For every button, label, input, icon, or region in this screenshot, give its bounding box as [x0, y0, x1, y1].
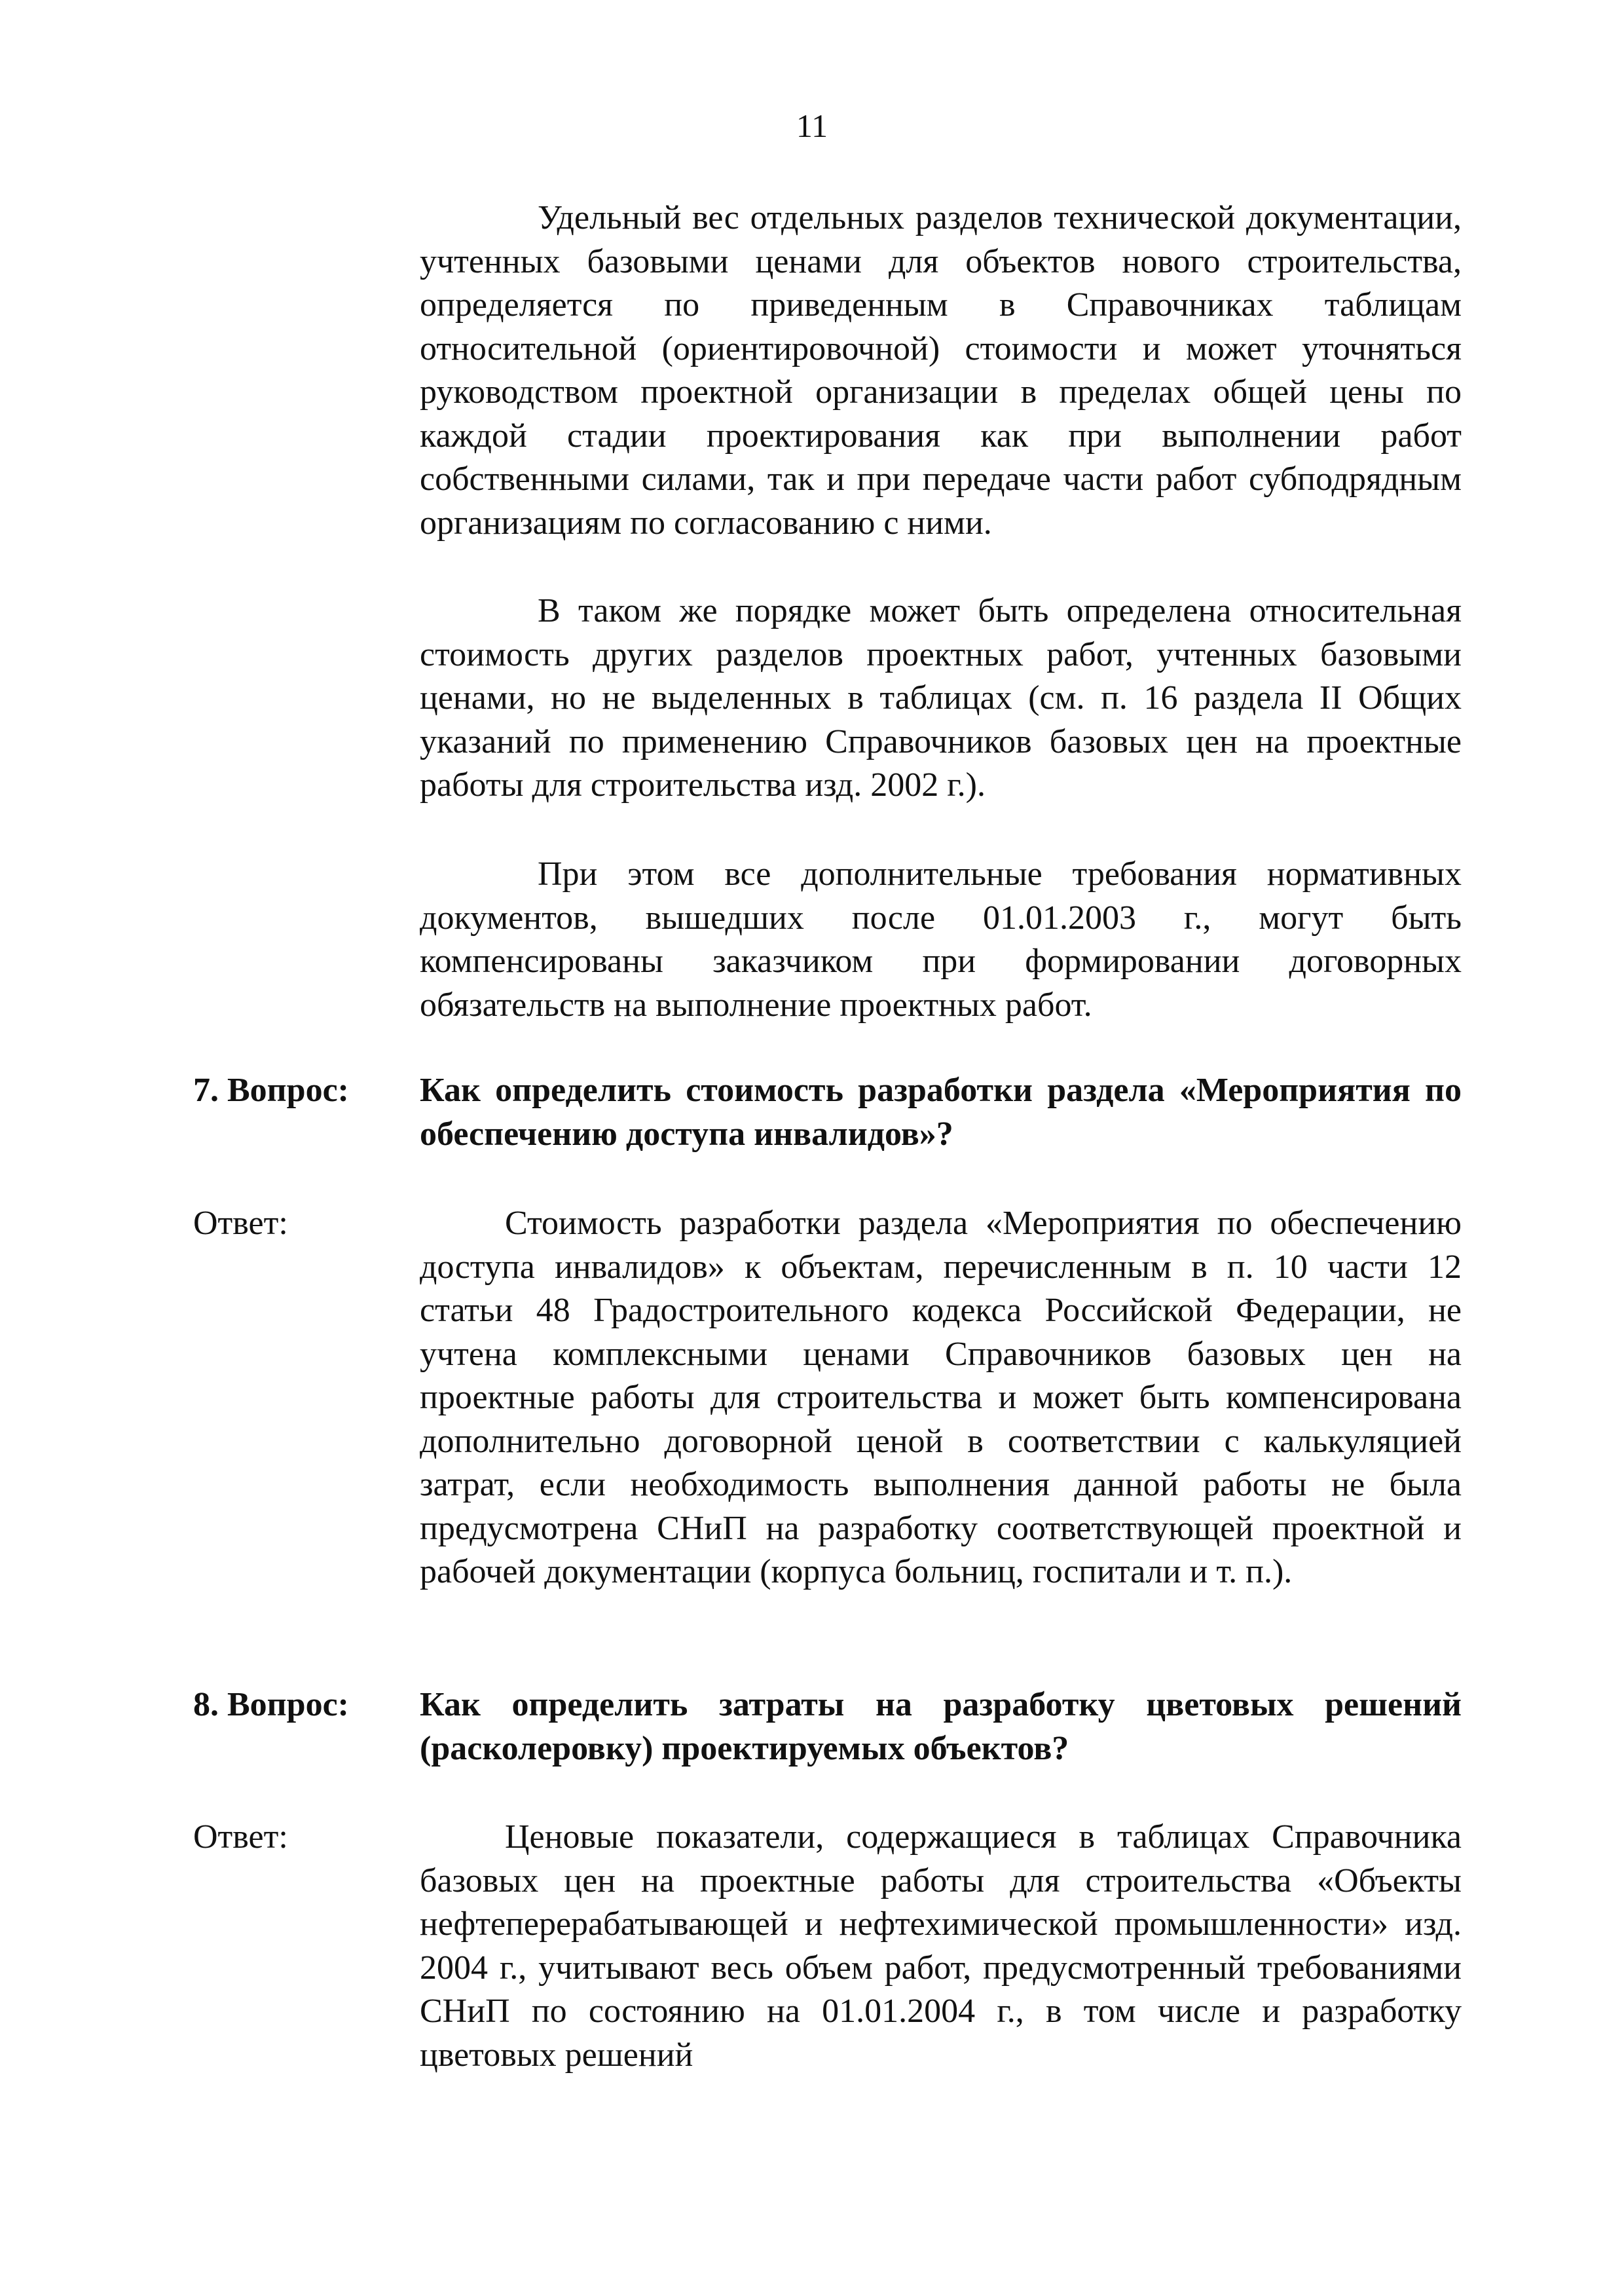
question-8-label: 8. Вопрос: — [193, 1686, 349, 1723]
intro-paragraph-3: При этом все дополнительные требования нормативных документов, вышедших после 01.01.2003 г., могут быть компенсированы заказчиком при формировании договорных обязательств на выполнение проектных работ. — [420, 855, 1462, 1024]
answer-7-text: Стоимость разработки раздела «Мероприятия по обеспечению доступа инвалидов» к объектам, перечисленным в п. 10 части 12 статьи 48 Градостроительного кодекса Российской Федерации, не учтена комплексными ценами Справочников базовых цен на проектные работы для строительства и может быть компенсирована дополнительно договорной ценой в соответствии с калькуляцией затрат, если необходимость выполнения данной работы не была предусмотрена СНиП на разработку соответствующей проектной и рабочей документации (корпуса больниц, госпитали и т. п.). — [420, 1205, 1462, 1590]
question-8-text: Как определить затраты на разработку цветовых решений (расколеровку) проектируемых объектов? — [420, 1686, 1462, 1767]
question-7-label: 7. Вопрос: — [193, 1072, 349, 1109]
answer-7-label: Ответ: — [193, 1205, 288, 1242]
answer-8-text: Ценовые показатели, содержащиеся в таблицах Справочника базовых цен на проектные работы для строительства «Объекты нефтеперерабатывающей и нефтехимической промышленности» изд. 2004 г., учитывают весь объем работ, предусмотренный требованиями СНиП по состоянию на 01.01.2004 г., в том числе и разработку цветовых решений — [420, 1818, 1462, 2074]
page-number: 11 — [796, 107, 828, 144]
intro-paragraph-1: Удельный вес отдельных разделов технической документации, учтенных базовыми ценами для объектов нового строительства, определяется по приведенным в Справочниках таблицам относительной (ориентировочной) стоимости и может уточняться руководством проектной организации в пределах общей цены по каждой стадии проектирования как при выполнении работ собственными силами, так и при передаче части работ субподрядным организациям по согласованию с ними. — [420, 199, 1462, 542]
answer-8-label: Ответ: — [193, 1818, 288, 1856]
question-7-text: Как определить стоимость разработки раздела «Мероприятия по обеспечению доступа инвалидов»? — [420, 1072, 1462, 1153]
intro-paragraph-2: В таком же порядке может быть определена относительная стоимость других разделов проектных работ, учтенных базовыми ценами, но не выделенных в таблицах (см. п. 16 раздела II Общих указаний по применению Справочников базовых цен на проектные работы для строительства изд. 2002 г.). — [420, 592, 1462, 804]
